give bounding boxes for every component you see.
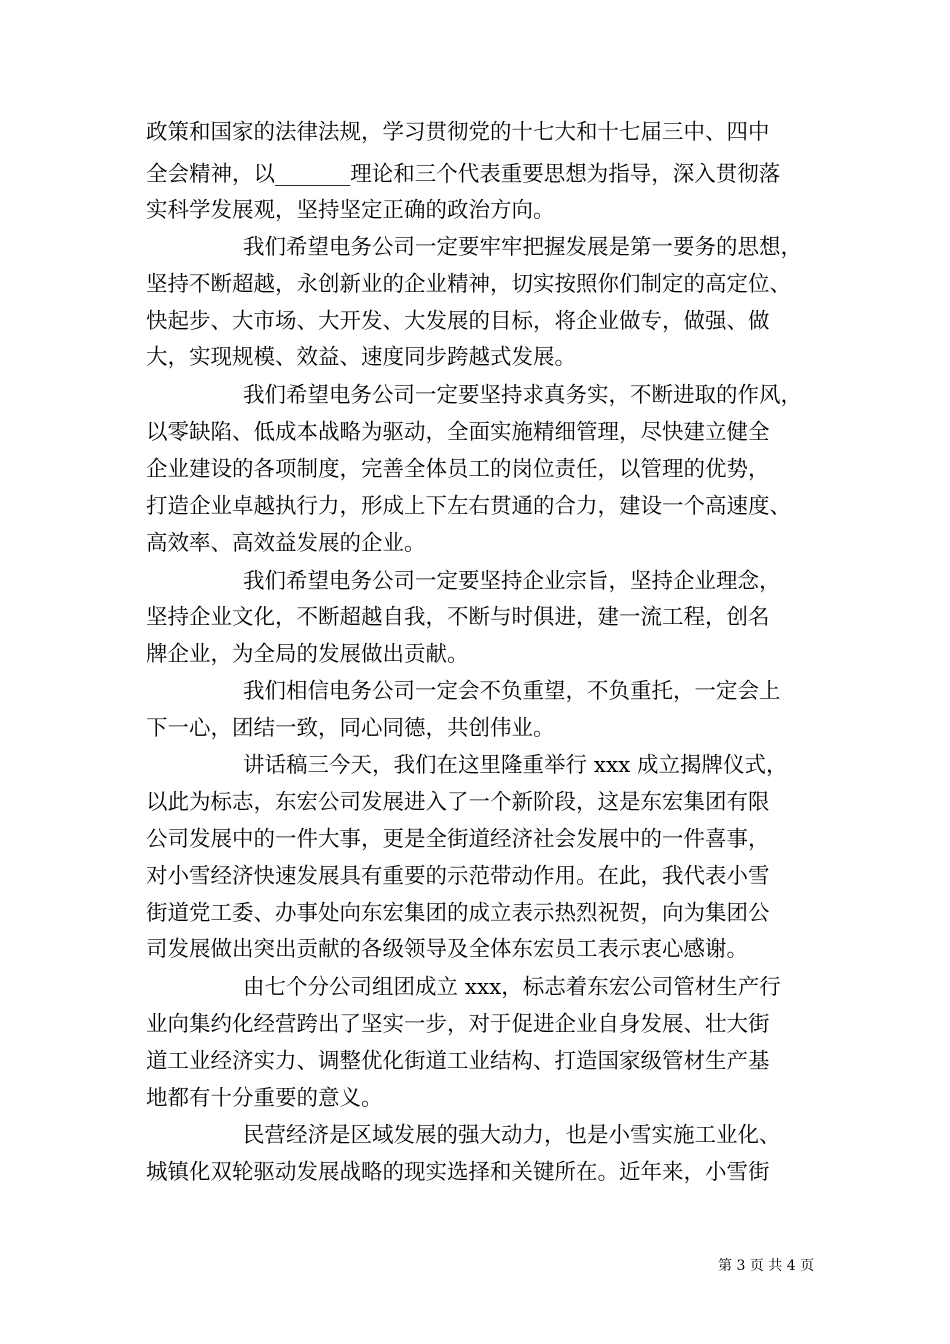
paragraph-start-line: 民营经济是区域发展的强大动力，也是小雪实施工业化、 bbox=[243, 1123, 781, 1148]
text-line: 公司发展中的一件大事，更是全街道经济社会发展中的一件喜事， bbox=[146, 827, 770, 852]
text-line: 以零缺陷、低成本战略为驱动，全面实施精细管理，尽快建立健全 bbox=[146, 420, 770, 445]
text-line: 对小雪经济快速发展具有重要的示范带动作用。在此，我代表小雪 bbox=[146, 864, 770, 889]
text-line: 牌企业，为全局的发展做出贡献。 bbox=[146, 642, 469, 667]
paragraph-start-line: 我们希望电务公司一定要坚持求真务实，不断进取的作风， bbox=[243, 383, 803, 408]
text-line: 下一心，团结一致，同心同德，共创伟业。 bbox=[146, 716, 555, 741]
text-line: 打造企业卓越执行力，形成上下左右贯通的合力，建设一个高速度、 bbox=[146, 494, 792, 519]
text-line: 以此为标志，东宏公司发展进入了一个新阶段，这是东宏集团有限 bbox=[146, 790, 770, 815]
paragraph-start-line: 我们希望电务公司一定要牢牢把握发展是第一要务的思想， bbox=[243, 235, 803, 260]
text-line: 坚持企业文化，不断超越自我，不断与时俱进，建一流工程，创名 bbox=[146, 605, 770, 630]
page-number-footer: 第 3 页 共 4 页 bbox=[718, 1258, 815, 1274]
paragraph-start-line: 我们希望电务公司一定要坚持企业宗旨，坚持企业理念， bbox=[243, 569, 781, 594]
text-line: 城镇化双轮驱动发展战略的现实选择和关键所在。近年来，小雪街 bbox=[146, 1160, 770, 1185]
text-line: 快起步、大市场、大开发、大发展的目标，将企业做专，做强、做 bbox=[146, 309, 770, 334]
text-line: 街道党工委、办事处向东宏集团的成立表示热烈祝贺，向为集团公 bbox=[146, 901, 770, 926]
text-line: 大，实现规模、效益、速度同步跨越式发展。 bbox=[146, 345, 577, 370]
text-line: 地都有十分重要的意义。 bbox=[146, 1086, 383, 1111]
paragraph-start-line: 我们相信电务公司一定会不负重望，不负重托，一定会上 bbox=[243, 679, 781, 704]
text-line: 业向集约化经营跨出了坚实一步，对于促进企业自身发展、壮大街 bbox=[146, 1012, 770, 1037]
text-line: 全会精神，以_______理论和三个代表重要思想为指导，深入贯彻落 bbox=[146, 162, 781, 187]
text-line: 实科学发展观，坚持坚定正确的政治方向。 bbox=[146, 198, 555, 223]
text-line: 道工业经济实力、调整优化街道工业结构、打造国家级管材生产基 bbox=[146, 1049, 770, 1074]
text-line: 坚持不断超越，永创新业的企业精神，切实按照你们制定的高定位、 bbox=[146, 272, 792, 297]
text-line: 企业建设的各项制度，完善全体员工的岗位责任，以管理的优势， bbox=[146, 457, 770, 482]
text-line: 司发展做出突出贡献的各级领导及全体东宏员工表示衷心感谢。 bbox=[146, 937, 749, 962]
paragraph-start-line: 由七个分公司组团成立 xxx，标志着东宏公司管材生产行 bbox=[243, 975, 781, 1000]
text-line: 高效率、高效益发展的企业。 bbox=[146, 531, 426, 556]
paragraph-start-line: 讲话稿三今天，我们在这里隆重举行 xxx 成立揭牌仪式， bbox=[243, 753, 788, 778]
text-line: 政策和国家的法律法规，学习贯彻党的十七大和十七届三中、四中 bbox=[146, 120, 770, 145]
